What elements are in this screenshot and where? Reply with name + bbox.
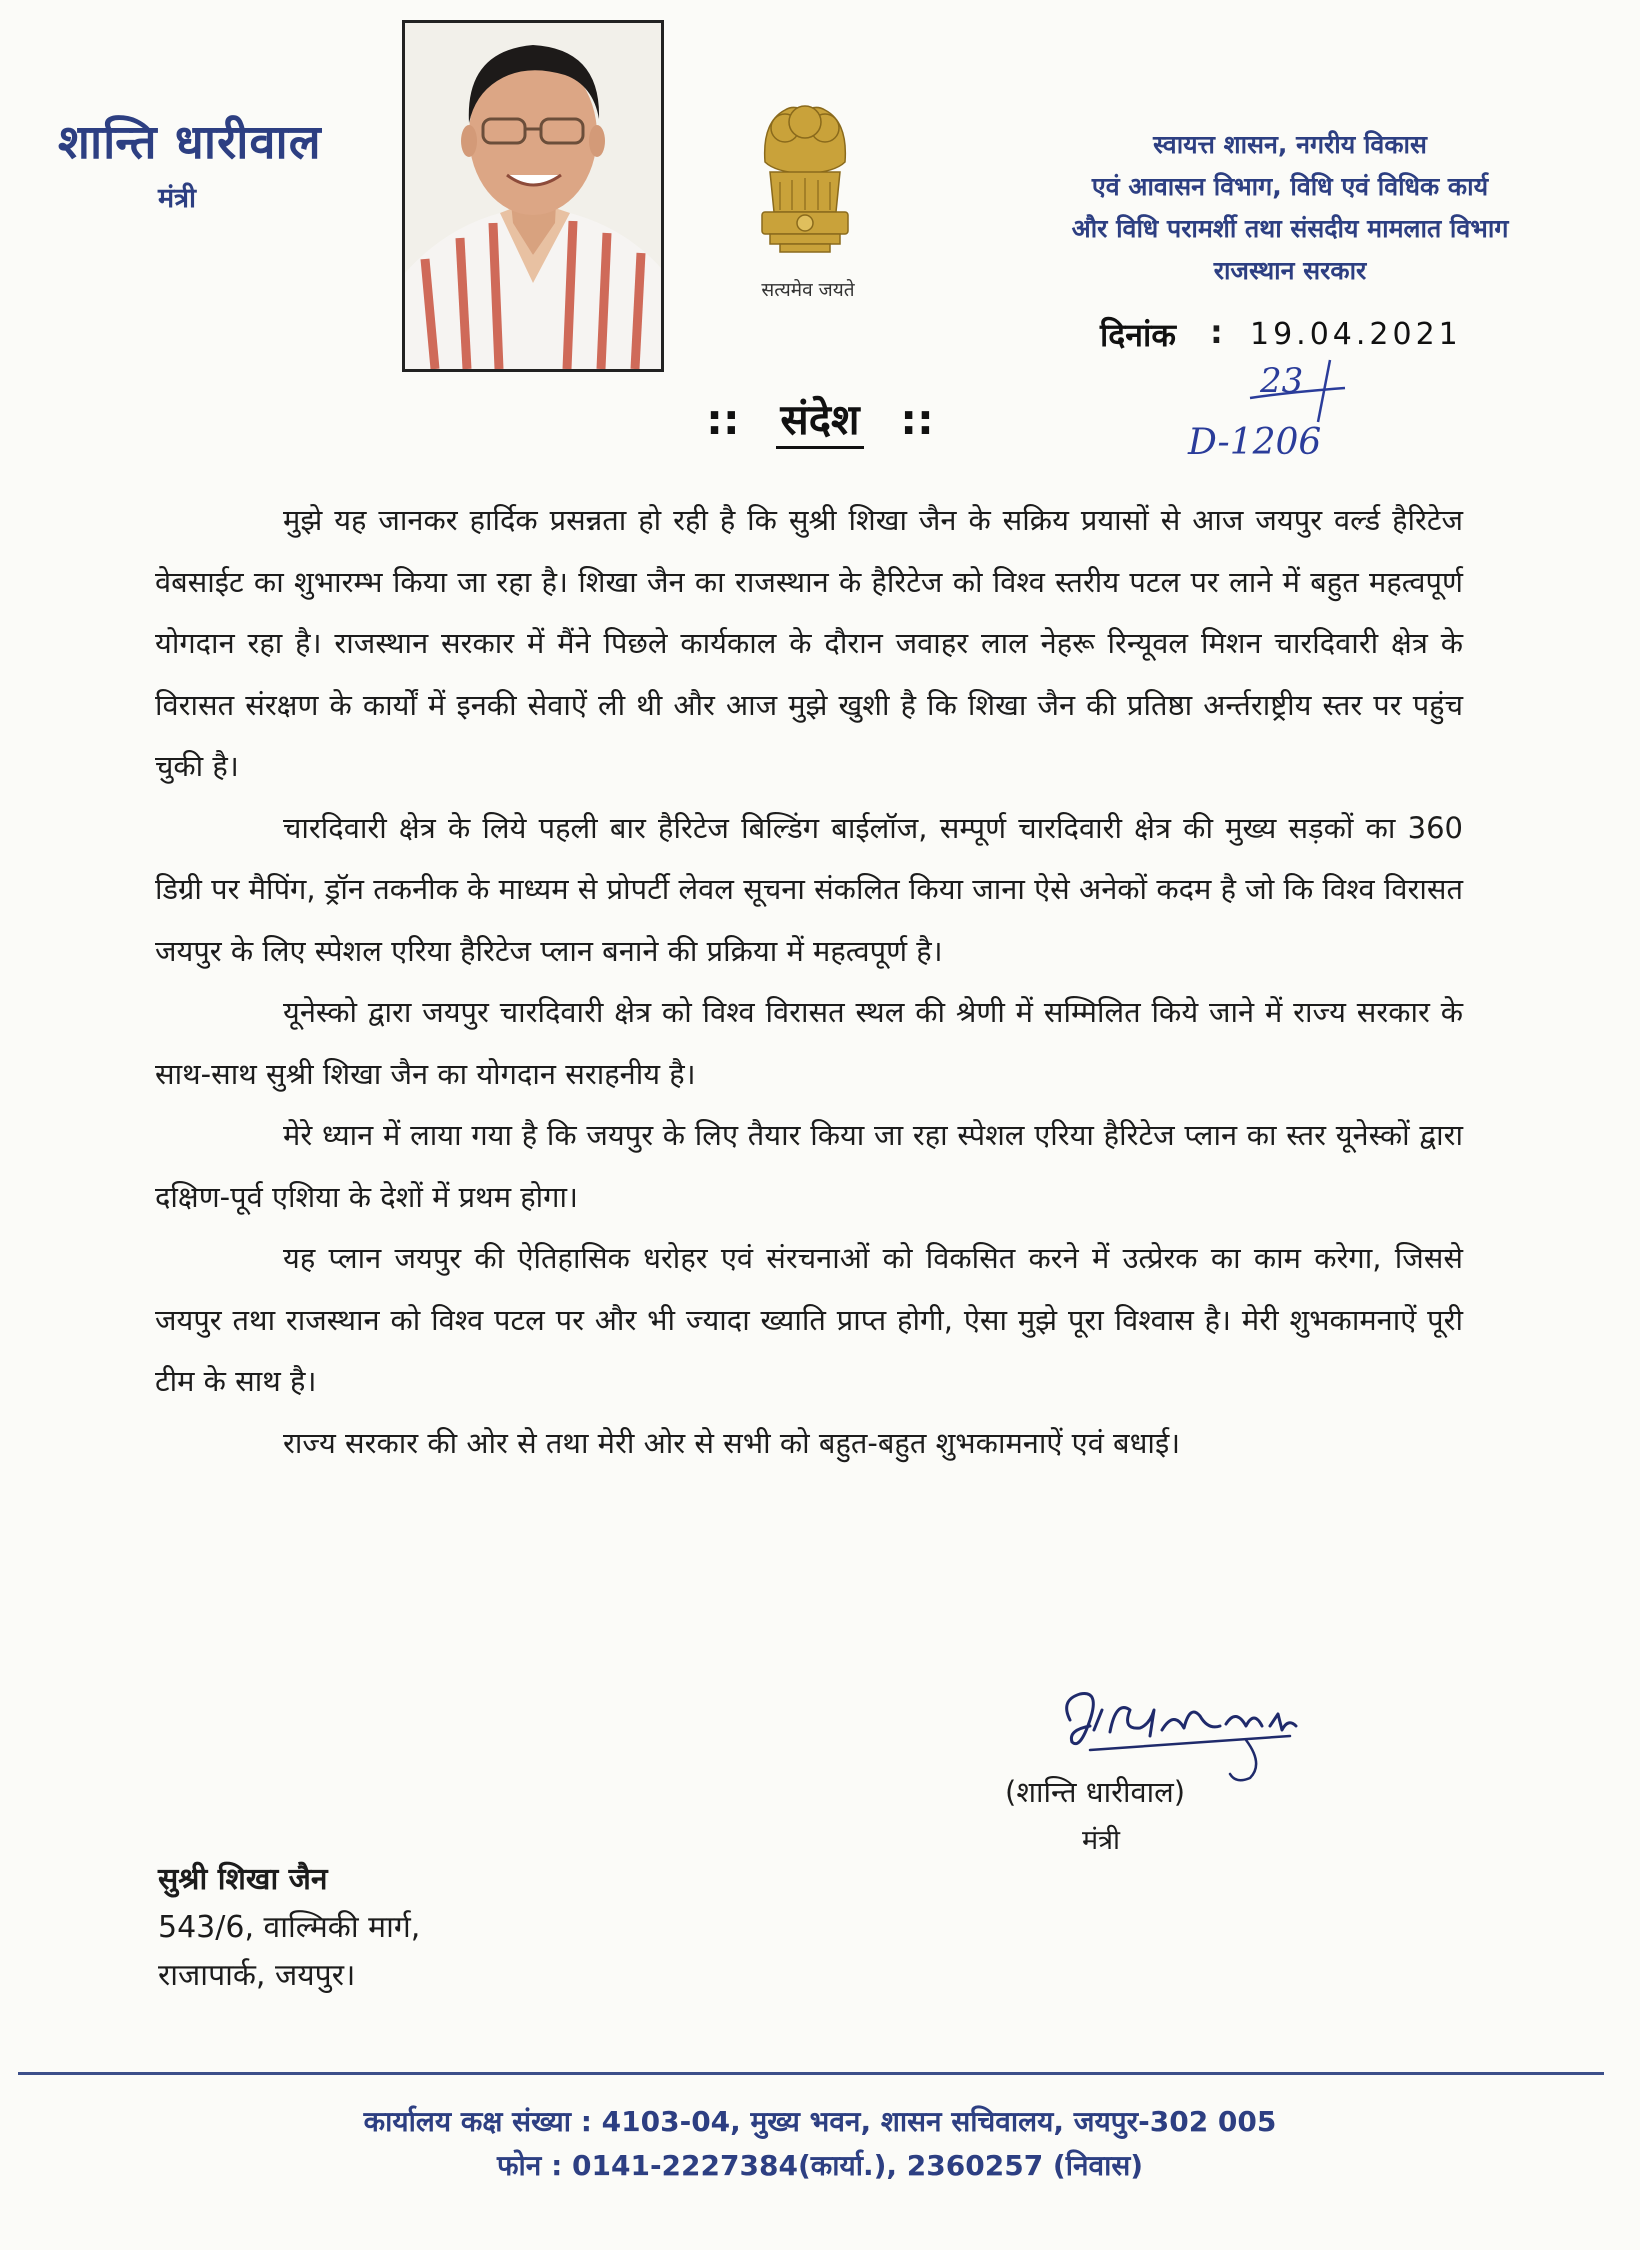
body-paragraph: चारदिवारी क्षेत्र के लिये पहली बार हैरिटेज बिल्डिंग बाईलॉज, सम्पूर्ण चारदिवारी क्षेत्र की मुख्य सड़कों का 360 डिग्री पर मैपिंग, ड्रॉन तकनीक के माध्यम से प्रोपर्टी लेवल सूचना संकलित किया जाना ऐसे अनेकों कदम है जो कि विश्व विरासत जयपुर के लिए स्पेशल एरिया हैरिटेज प्लान बनाने की प्रक्रिया में महत्वपूर्ण है। (155, 810, 1463, 968)
recipient-address (158, 1856, 420, 2000)
footer-phone: फोन : 0141-2227384(कार्या.), 2360257 (निवास) (496, 2149, 1144, 2182)
footer (0, 2100, 1640, 2188)
body-paragraph: यूनेस्को द्वारा जयपुर चारदिवारी क्षेत्र को विश्व विरासत स्थल की श्रेणी में सम्मिलित किये जाने में राज्य सरकार के साथ-साथ सुश्री शिखा जैन का योगदान सराहनीय है। (155, 995, 1463, 1091)
national-emblem-icon (740, 92, 870, 282)
date-colon: : (1210, 313, 1223, 351)
body-paragraph: मेरे ध्यान में लाया गया है कि जयपुर के लिए तैयार किया जा रहा स्पेशल एरिया हैरिटेज प्लान का स्तर यूनेस्कों द्वारा दक्षिण-पूर्व एशिया के देशों में प्रथम होगा। (155, 1118, 1463, 1214)
department-line: और विधि परामर्शी तथा संसदीय मामलात विभाग (1071, 214, 1509, 243)
signatory-role: मंत्री (1082, 1825, 1121, 1856)
title-mark-right: :: (900, 395, 934, 444)
handwritten-reference (1180, 352, 1370, 472)
emblem-motto: सत्यमेव जयते (761, 279, 855, 301)
department-line: राजस्थान सरकार (1213, 256, 1367, 285)
date-value: 19.04.2021 (1250, 317, 1462, 352)
department-line: एवं आवासन विभाग, विधि एवं विधिक कार्य (1091, 172, 1489, 201)
footer-office-address: कार्यालय कक्ष संख्या : 4103-04, मुख्य भवन, शासन सचिवालय, जयपुर-302 005 (363, 2105, 1277, 2138)
letter-body (155, 490, 1463, 1474)
department-line: स्वायत्त शासन, नगरीय विकास (1153, 130, 1427, 159)
recipient-address-line: राजापार्क, जयपुर। (158, 1958, 356, 1993)
minister-role: मंत्री (158, 183, 197, 214)
body-paragraph: मुझे यह जानकर हार्दिक प्रसन्नता हो रही है कि सुश्री शिखा जैन के सक्रिय प्रयासों से आज जयपुर वर्ल्ड हैरिटेज वेबसाईट का शुभारम्भ किया जा रहा है। शिखा जैन का राजस्थान के हैरिटेज को विश्व स्तरीय पटल पर लाने में बहुत महत्वपूर्ण योगदान रहा है। राजस्थान सरकार में मैंने पिछले कार्यकाल के दौरान जवाहर लाल नेहरू रिन्यूवल मिशन चारदिवारी क्षेत्र के विरासत संरक्षण के कार्यों में इनकी सेवाऐं ली थी और आज मुझे खुशी है कि शिखा जैन की प्रतिष्ठा अर्न्तराष्ट्रीय स्तर पर पहुंच चुकी है। (155, 503, 1463, 783)
body-paragraph: राज्य सरकार की ओर से तथा मेरी ओर से सभी को बहुत-बहुत शुभकामनाऐं एवं बधाई। (283, 1425, 1181, 1460)
body-paragraph: यह प्लान जयपुर की ऐतिहासिक धरोहर एवं संरचनाओं को विकसित करने में उत्प्रेरक का काम करेगा, जिससे जयपुर तथा राजस्थान को विश्व पटल पर और भी ज्यादा ख्याति प्राप्त होगी, ऐसा मुझे पूरा विश्वास है। मेरी शुभकामनाऐं पूरी टीम के साथ है। (155, 1241, 1463, 1398)
ref-number-bottom: D-1206 (1188, 422, 1322, 463)
portrait-image (405, 23, 661, 369)
minister-name: शान्ति धारीवाल (58, 115, 322, 170)
letter-title (690, 390, 950, 447)
minister-photo (402, 20, 664, 372)
title-text: संदेश (776, 395, 863, 449)
recipient-address-line: 543/6, वाल्मिकी मार्ग, (158, 1910, 421, 1945)
title-mark-left: :: (706, 395, 740, 444)
department-block (990, 124, 1590, 292)
recipient-name: सुश्री शिखा जैन (158, 1862, 328, 1897)
ref-number-top: 23 (1260, 361, 1304, 401)
signatory-name: (शान्ति धारीवाल) (1005, 1775, 1186, 1809)
footer-divider (18, 2072, 1604, 2075)
date-label: दिनांक (1100, 316, 1176, 354)
